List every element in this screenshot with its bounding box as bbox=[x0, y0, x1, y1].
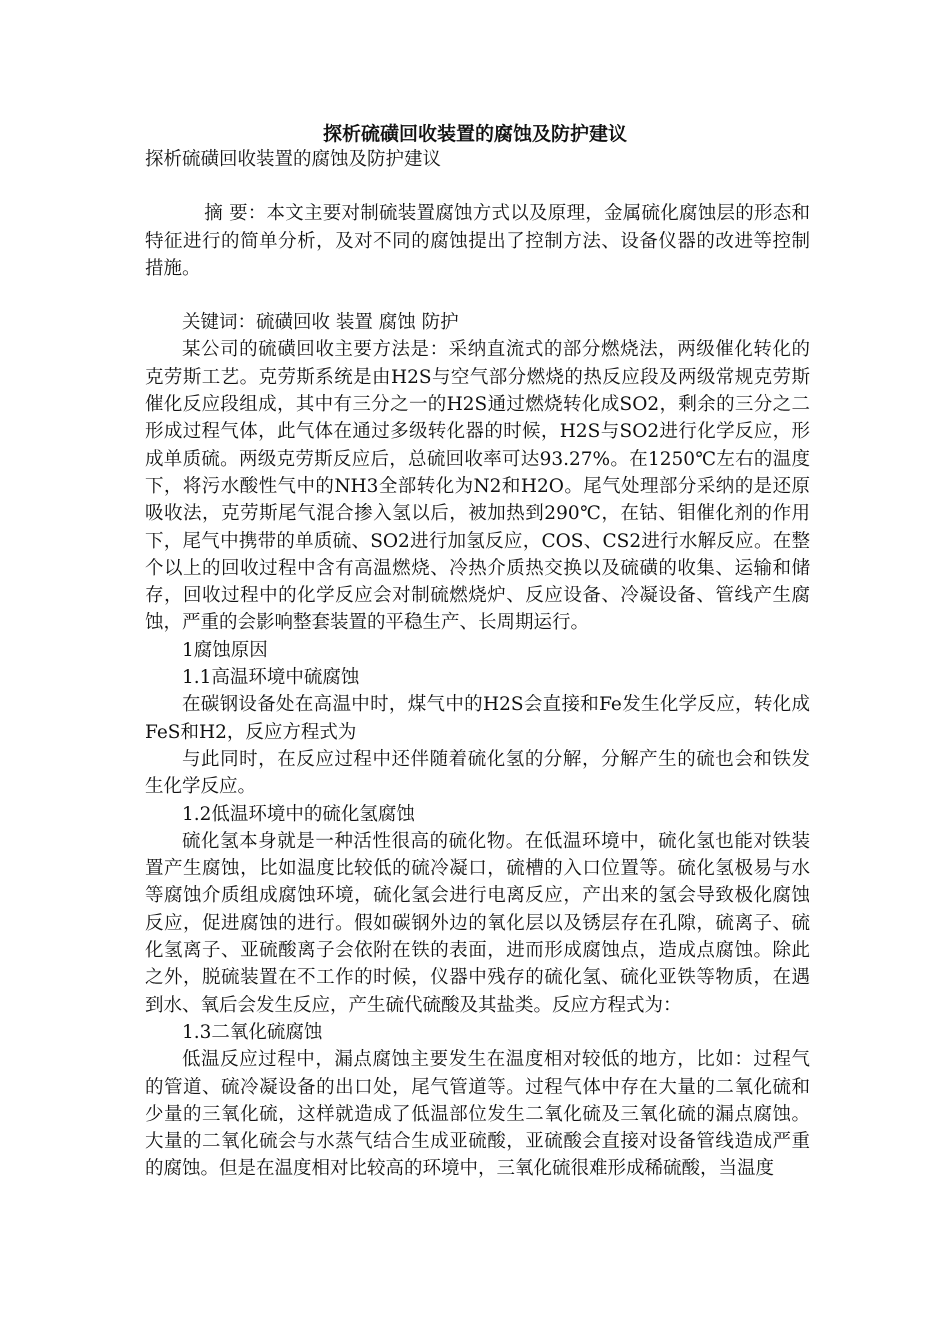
document-subtitle: 探析硫磺回收装置的腐蚀及防护建议 bbox=[145, 149, 442, 170]
paragraph-1-1-b: 与此同时，在反应过程中还伴随着硫化氢的分解，分解产生的硫也会和铁发生化学反应。 bbox=[145, 748, 810, 798]
abstract-paragraph: 摘 要：本文主要对制硫装置腐蚀方式以及原理，金属硫化腐蚀层的形态和特征进行的简单分析，及对不同的腐蚀提出了控制方法、设备仪器的改进等控制措施。 bbox=[145, 203, 810, 279]
paragraph-1-1-a: 在碳钢设备处在高温中时，煤气中的H2S会直接和Fe发生化学反应，转化成FeS和H2，反应方程式为 bbox=[145, 694, 810, 743]
section-heading-1-1: 1.1高温环境中硫腐蚀 bbox=[182, 667, 360, 689]
paragraph-1-3: 低温反应过程中，漏点腐蚀主要发生在温度相对较低的地方，比如：过程气的管道、硫冷凝设备的出口处，尾气管道等。过程气体中存在大量的二氧化硫和少量的三氧化硫，这样就造成了低温部位发生二氧化硫及三氧化硫的漏点腐蚀。大量的二氧化硫会与水蒸气结合生成亚硫酸，亚硫酸会直接对设备管线造成严重的腐蚀。但是在温度相对比较高的环境中，三氧化硫很难形成稀硫酸，当温度 bbox=[145, 1049, 810, 1180]
document-body bbox=[145, 146, 810, 1183]
document-title: 探析硫磺回收装置的腐蚀及防护建议 bbox=[322, 123, 627, 145]
section-heading-1-3: 1.3二氧化硫腐蚀 bbox=[182, 1021, 323, 1043]
section-heading-1-2: 1.2低温环境中的硫化氢腐蚀 bbox=[182, 803, 415, 825]
section-heading-1: 1腐蚀原因 bbox=[182, 639, 268, 661]
keywords-line: 关键词：硫磺回收 装置 腐蚀 防护 bbox=[182, 312, 459, 334]
intro-paragraph: 某公司的硫磺回收主要方法是：采纳直流式的部分燃烧法，两级催化转化的克劳斯工艺。克劳斯系统是由H2S与空气部分燃烧的热反应段及两级常规克劳斯催化反应段组成，其中有三分之一的H2S通过燃烧转化成SO2，剩余的三分之二形成过程气体，此气体在通过多级转化器的时候，H2S与SO2进行化学反应，形成单质硫。两级克劳斯反应后，总硫回收率可达93.27%。在1250℃左右的温度下，将污水酸性气中的NH3全部转化为N2和H2O。尾气处理部分采纳的是还原吸收法，克劳斯尾气混合掺入氢以后，被加热到290℃，在钴、钼催化剂的作用下，尾气中携带的单质硫、SO2进行加氢反应，COS、CS2进行水解反应。在整个以上的回收过程中含有高温燃烧、冷热介质热交换以及硫磺的收集、运输和储存，回收过程中的化学反应会对制硫燃烧炉、反应设备、冷凝设备、管线产生腐蚀，严重的会影响整套装置的平稳生产、长周期运行。 bbox=[145, 339, 810, 634]
paragraph-1-2: 硫化氢本身就是一种活性很高的硫化物。在低温环境中，硫化氢也能对铁装置产生腐蚀，比如温度比较低的硫冷凝口，硫槽的入口位置等。硫化氢极易与水等腐蚀介质组成腐蚀环境，硫化氢会进行电离反应，产出来的氢会导致极化腐蚀反应，促进腐蚀的进行。假如碳钢外边的氧化层以及锈层存在孔隙，硫离子、硫化氢离子、亚硫酸离子会依附在铁的表面，进而形成腐蚀点，造成点腐蚀。除此之外，脱硫装置在不工作的时候，仪器中残存的硫化氢、硫化亚铁等物质，在遇到水、氧后会发生反应，产生硫代硫酸及其盐类。反应方程式为： bbox=[145, 830, 810, 1016]
